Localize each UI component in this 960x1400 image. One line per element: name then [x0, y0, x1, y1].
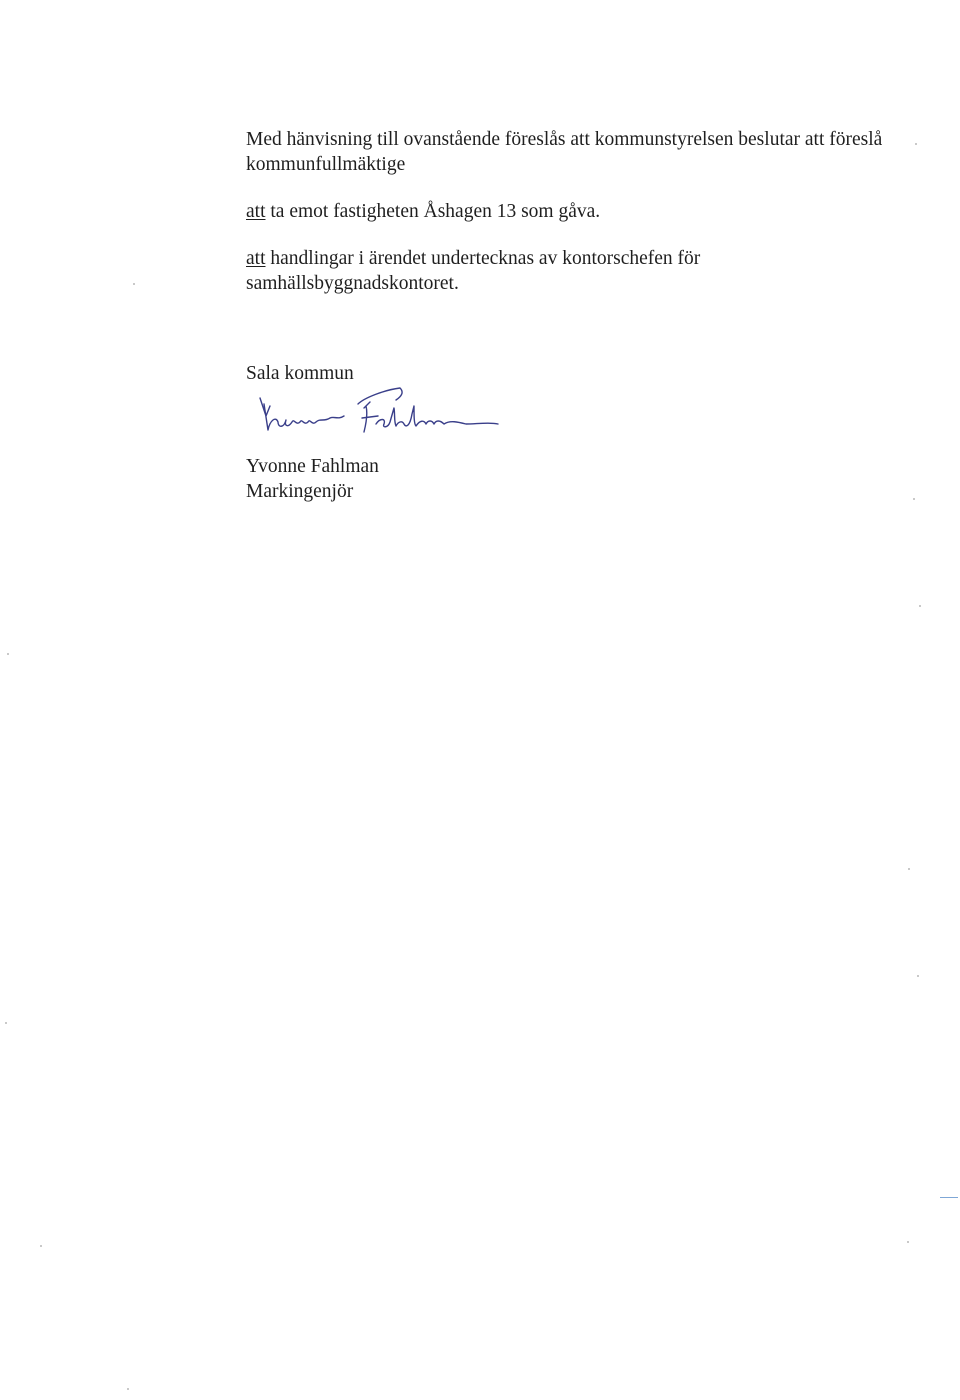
- scan-speck: [919, 605, 921, 607]
- scan-speck: [127, 1388, 129, 1390]
- scan-speck: [133, 283, 135, 285]
- signer-title: Markingenjör: [246, 481, 354, 502]
- intro-paragraph: Med hänvisning till ovanstående föreslås att kommunstyrelsen beslutar att föreslå kommunfullmäktige: [246, 129, 883, 175]
- scan-speck: [5, 1022, 7, 1024]
- decision-marker: att: [246, 201, 266, 222]
- scan-speck: [907, 1241, 909, 1243]
- signer-block: [246, 454, 896, 504]
- decision-item-1: [246, 199, 896, 224]
- decision-item-2: [246, 246, 896, 296]
- scan-edge-mark: [940, 1197, 958, 1198]
- scan-speck: [7, 653, 9, 655]
- signer-name: Yvonne Fahlman: [246, 456, 379, 477]
- decision-marker: att: [246, 248, 266, 269]
- decision-text: ta emot fastigheten Åshagen 13 som gåva.: [265, 201, 601, 222]
- organization-name: Sala kommun: [246, 363, 354, 384]
- scan-speck: [915, 143, 917, 145]
- handwritten-signature: [254, 384, 514, 446]
- scan-speck: [908, 868, 910, 870]
- scan-speck: [40, 1245, 42, 1247]
- decision-text: handlingar i ärendet undertecknas av kontorschefen för samhällsbyggnadskontoret.: [246, 248, 701, 294]
- scan-speck: [917, 975, 919, 977]
- scan-speck: [913, 498, 915, 500]
